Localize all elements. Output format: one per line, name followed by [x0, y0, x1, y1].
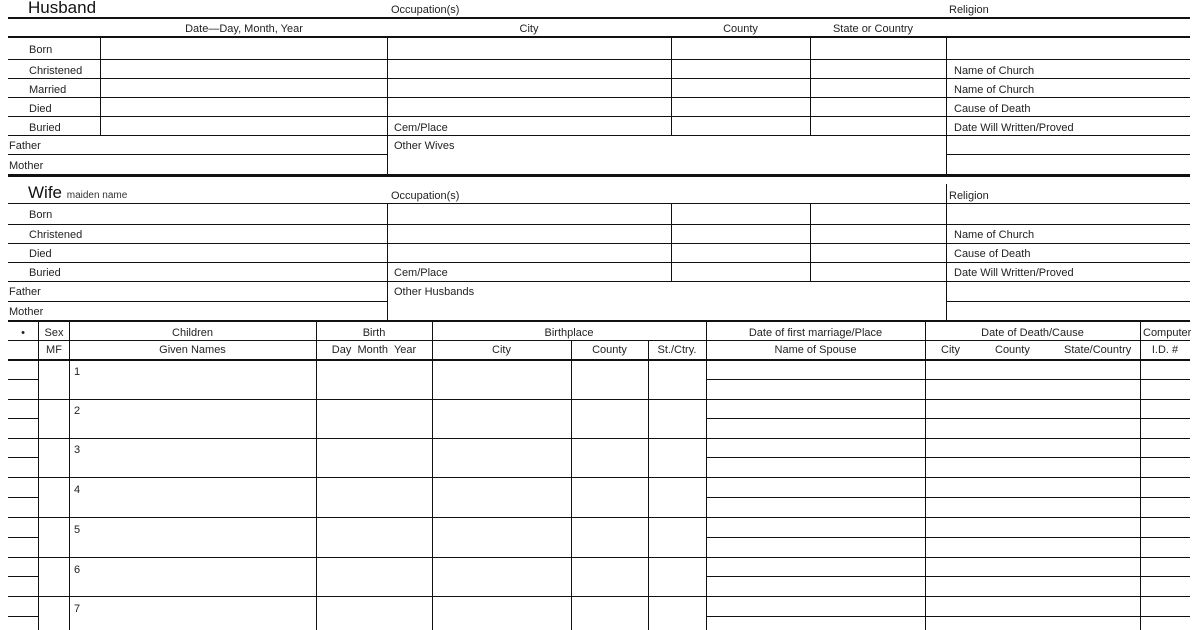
wife-col-line — [946, 184, 947, 321]
child-row-tick — [8, 497, 39, 498]
children-sex-label: Sex — [44, 327, 64, 339]
children-mf-label: MF — [46, 344, 62, 356]
husband-col-line — [810, 37, 811, 135]
husband-other-wives-label: Other Wives — [394, 140, 455, 152]
child-row-tick — [8, 457, 39, 458]
husband-row-line — [8, 116, 1190, 117]
wife-title — [28, 184, 127, 205]
husband-row-line — [8, 135, 1190, 136]
children-id: I.D. # — [1151, 344, 1179, 356]
wife-bottom-rule — [8, 320, 1190, 322]
child-row-tick — [8, 537, 39, 538]
child-row-mid-line — [706, 537, 1190, 538]
children-computer: Computer — [1143, 327, 1192, 339]
child-row-mid-line — [706, 576, 1190, 577]
wife-mother-label: Mother — [9, 306, 44, 318]
wife-col-line — [387, 203, 388, 321]
husband-row-line — [8, 59, 1190, 60]
husband-col-line — [100, 37, 101, 135]
child-row-tick — [8, 576, 39, 577]
husband-row-line — [946, 154, 1190, 155]
husband-married-label: Married — [29, 84, 67, 96]
children-given-names: Given Names — [159, 344, 226, 356]
wife-row-line — [8, 281, 1190, 282]
children-header: Children — [172, 327, 213, 339]
husband-religion-label: Religion — [949, 4, 989, 16]
husband-occupation-label: Occupation(s) — [391, 4, 460, 16]
wife-father-label: Father — [9, 286, 41, 298]
husband-father-label: Father — [9, 140, 41, 152]
children-d-city: City — [941, 344, 960, 356]
wife-row-line — [8, 243, 1190, 244]
wife-other-husbands-label: Other Husbands — [394, 286, 475, 298]
child-number: 6 — [74, 564, 81, 576]
husband-col-city: City — [519, 23, 539, 35]
husband-cause-label: Cause of Death — [954, 103, 1031, 115]
child-number: 4 — [74, 484, 81, 496]
child-row-tick — [8, 379, 39, 380]
children-bullet: • — [21, 327, 25, 339]
child-number: 1 — [74, 366, 81, 378]
husband-top-rule — [8, 17, 1190, 19]
wife-occupation-label: Occupation(s) — [391, 190, 460, 202]
husband-col-line — [387, 37, 388, 175]
child-row-mid-line — [706, 497, 1190, 498]
children-bp-st: St./Ctry. — [657, 344, 697, 356]
children-header-mid-rule — [8, 340, 1190, 341]
husband-header-rule — [8, 36, 1190, 38]
husband-col-line — [946, 37, 947, 175]
husband-col-county: County — [723, 23, 758, 35]
child-number: 5 — [74, 524, 81, 536]
child-row-tick — [8, 616, 39, 617]
husband-will-label: Date Will Written/Proved — [954, 122, 1074, 134]
children-birth-header: Birth — [362, 327, 386, 339]
husband-row-line — [8, 97, 1190, 98]
husband-col-date: Date—Day, Month, Year — [185, 23, 303, 35]
husband-row-line — [8, 78, 1190, 79]
children-col-line — [1140, 321, 1141, 630]
wife-row-line — [8, 224, 1190, 225]
child-number: 2 — [74, 405, 81, 417]
children-col-line — [925, 321, 926, 630]
child-row-line — [8, 557, 1190, 558]
children-col-line — [69, 321, 70, 630]
children-col-line — [38, 321, 39, 630]
child-row-line — [8, 596, 1190, 597]
children-d-county: County — [995, 344, 1030, 356]
child-row-mid-line — [706, 616, 1190, 617]
husband-mother-label: Mother — [9, 160, 44, 172]
child-row-line — [8, 399, 1190, 400]
children-d-state: State/Country — [1064, 344, 1132, 356]
children-spouse: Name of Spouse — [774, 344, 857, 356]
children-col-line — [316, 321, 317, 630]
wife-row-line — [946, 301, 1190, 302]
children-col-line — [571, 341, 572, 630]
wife-title-text: Wife — [28, 183, 62, 202]
child-number: 7 — [74, 603, 81, 615]
husband-christened-label: Christened — [29, 65, 83, 77]
wife-born-label: Born — [29, 209, 53, 221]
wife-buried-label: Buried — [29, 267, 61, 279]
wife-row-line — [8, 262, 1190, 263]
husband-bottom-rule — [8, 174, 1190, 177]
children-bp-county: County — [592, 344, 627, 356]
child-row-line — [8, 477, 1190, 478]
husband-church-label-2: Name of Church — [954, 84, 1035, 96]
husband-title: Husband — [28, 0, 97, 17]
wife-col-line — [671, 203, 672, 281]
husband-church-label: Name of Church — [954, 65, 1035, 77]
husband-row-line — [8, 154, 387, 155]
child-row-mid-line — [706, 379, 1190, 380]
husband-born-label: Born — [29, 44, 53, 56]
husband-col-line — [671, 37, 672, 135]
wife-maiden-name-label: maiden name — [66, 190, 128, 201]
children-death-header: Date of Death/Cause — [981, 327, 1084, 339]
wife-col-line — [810, 203, 811, 281]
children-first-marriage: Date of first marriage/Place — [748, 327, 883, 339]
wife-will-label: Date Will Written/Proved — [954, 267, 1074, 279]
children-birth-cols: Day Month Year — [331, 344, 417, 356]
wife-row-line — [8, 301, 387, 302]
child-row-mid-line — [706, 457, 1190, 458]
child-number: 3 — [74, 444, 81, 456]
child-row-mid-line — [706, 418, 1190, 419]
child-row-tick — [8, 418, 39, 419]
children-bp-city: City — [492, 344, 511, 356]
wife-church-label: Name of Church — [954, 229, 1035, 241]
wife-row-line — [8, 203, 1190, 204]
wife-cem-label: Cem/Place — [394, 267, 448, 279]
husband-buried-label: Buried — [29, 122, 61, 134]
children-col-line — [432, 321, 433, 630]
children-birthplace-header: Birthplace — [544, 327, 594, 339]
husband-cem-label: Cem/Place — [394, 122, 448, 134]
husband-died-label: Died — [29, 103, 52, 115]
child-row-line — [8, 517, 1190, 518]
wife-christened-label: Christened — [29, 229, 83, 241]
wife-cause-label: Cause of Death — [954, 248, 1031, 260]
children-col-line — [706, 321, 707, 630]
wife-religion-label: Religion — [949, 190, 989, 202]
child-row-line — [8, 438, 1190, 439]
children-col-line — [648, 341, 649, 630]
husband-col-state: State or Country — [832, 23, 914, 35]
wife-died-label: Died — [29, 248, 52, 260]
children-header-rule — [8, 359, 1190, 361]
